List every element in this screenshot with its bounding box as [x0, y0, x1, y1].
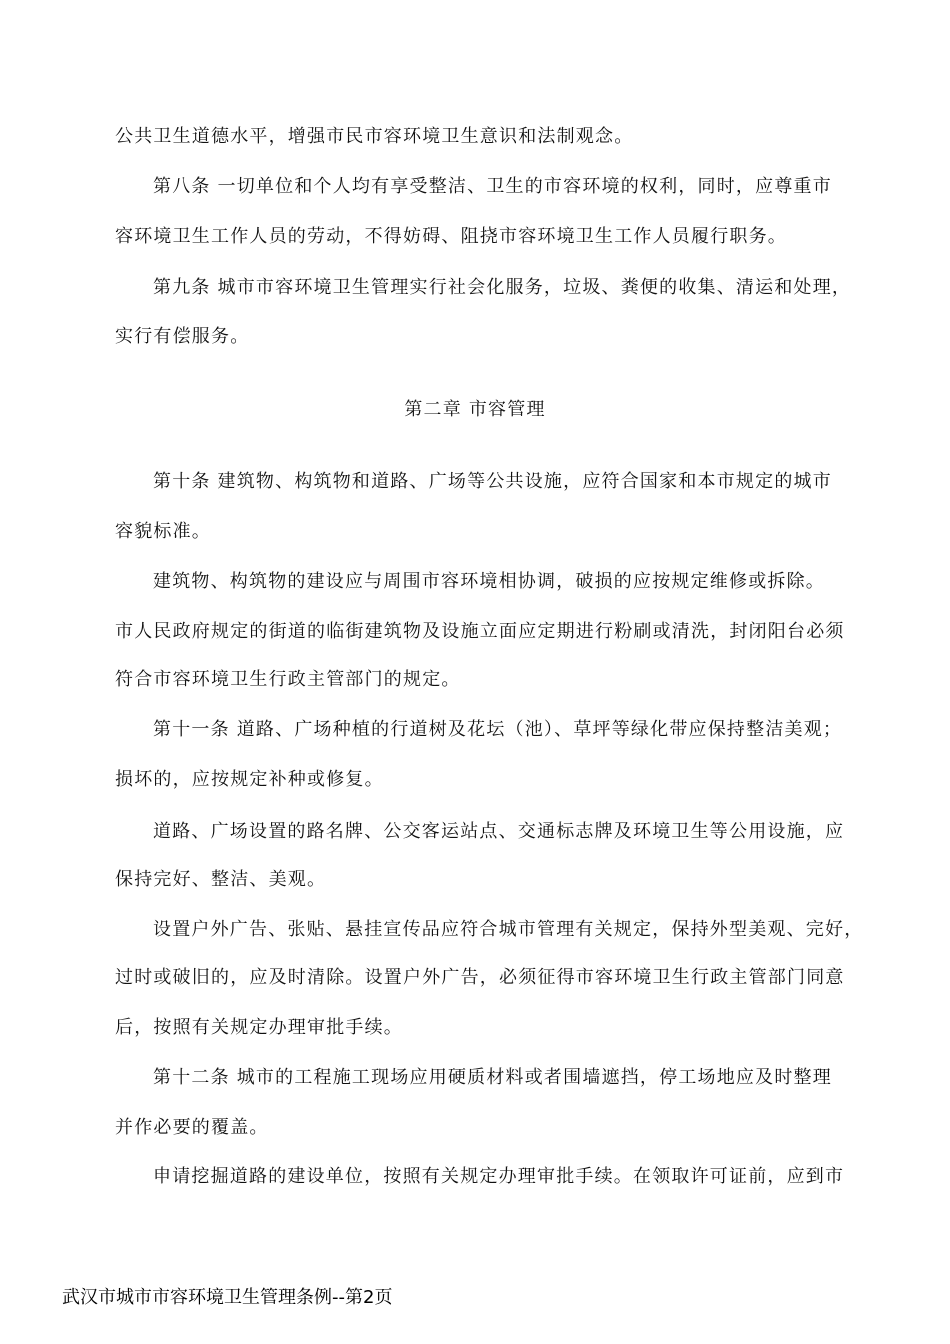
text-line: 后，按照有关规定办理审批手续。: [115, 1017, 403, 1038]
text-line: 容环境卫生工作人员的劳动，不得妨碍、阻挠市容环境卫生工作人员履行职务。: [115, 226, 787, 247]
text-line-article-10: 第十条 建筑物、构筑物和道路、广场等公共设施，应符合国家和本市规定的城市: [153, 471, 832, 492]
text-line: 市人民政府规定的街道的临街建筑物及设施立面应定期进行粉刷或清洗，封闭阳台必须: [115, 621, 845, 642]
text-line: 建筑物、构筑物的建设应与周围市容环境相协调，破损的应按规定维修或拆除。: [153, 571, 825, 592]
text-line: 公共卫生道德水平，增强市民市容环境卫生意识和法制观念。: [115, 126, 634, 147]
text-line: 容貌标准。: [115, 521, 211, 542]
text-line: 过时或破旧的，应及时清除。设置户外广告，必须征得市容环境卫生行政主管部门同意: [115, 967, 845, 988]
text-line-article-11: 第十一条 道路、广场种植的行道树及花坛（池）、草坪等绿化带应保持整洁美观；: [153, 719, 843, 740]
text-line-article-8: 第八条 一切单位和个人均有享受整洁、卫生的市容环境的权利，同时，应尊重市: [153, 176, 832, 197]
text-line: 申请挖掘道路的建设单位，按照有关规定办理审批手续。在领取许可证前，应到市: [153, 1166, 845, 1187]
chapter-title: 第二章 市容管理: [404, 399, 546, 420]
text-line: 道路、广场设置的路名牌、公交客运站点、交通标志牌及环境卫生等公用设施，应: [153, 821, 845, 842]
text-line-article-9: 第九条 城市市容环境卫生管理实行社会化服务，垃圾、粪便的收集、清运和处理，: [153, 277, 852, 298]
text-line: 并作必要的覆盖。: [115, 1117, 269, 1138]
text-line: 符合市容环境卫生行政主管部门的规定。: [115, 669, 461, 690]
text-line: 保持完好、整洁、美观。: [115, 869, 327, 890]
text-line: 设置户外广告、张贴、悬挂宣传品应符合城市管理有关规定，保持外型美观、完好，: [153, 919, 864, 940]
text-line: 损坏的，应按规定补种或修复。: [115, 769, 384, 790]
text-line-article-12: 第十二条 城市的工程施工现场应用硬质材料或者围墙遮挡，停工场地应及时整理: [153, 1067, 832, 1088]
page-footer: 武汉市城市市容环境卫生管理条例--第2页: [62, 1287, 393, 1308]
text-line: 实行有偿服务。: [115, 326, 250, 347]
